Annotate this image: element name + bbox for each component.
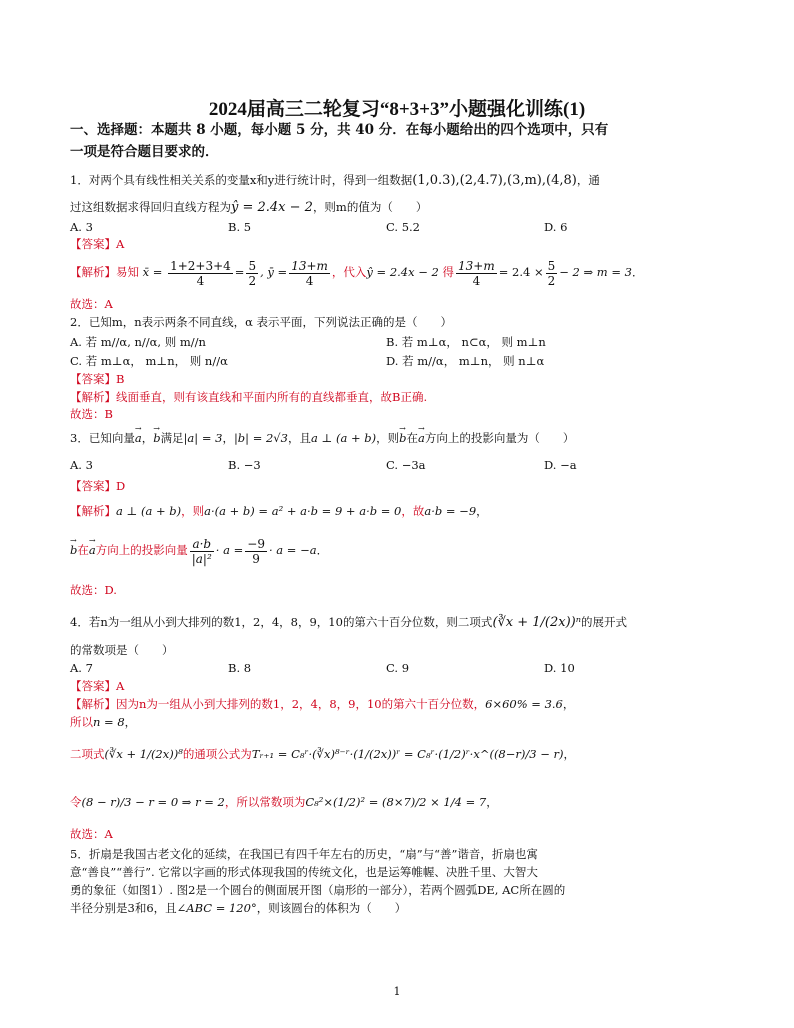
q5-l4-a: 半径分别是3和6，且 xyxy=(70,901,177,915)
q2-option-d: D. 若 m//α， m⊥n， 则 n⊥α xyxy=(386,354,545,368)
q3-text-b: ， xyxy=(141,431,154,445)
q3-option-a: A. 3 xyxy=(70,458,93,472)
q4-an4-tail: ， xyxy=(486,795,498,809)
q3-text-c: 满足 xyxy=(160,431,184,445)
q3-an11: ． xyxy=(316,543,329,557)
q1-frac4-bot: 4 xyxy=(472,273,481,288)
q1-stem-line2 xyxy=(70,199,724,216)
q1-answer: 【答案】A xyxy=(70,237,125,251)
q1-frac5 xyxy=(546,259,558,288)
q3-option-c: C. −3a xyxy=(386,458,426,472)
q3-text-a: 3．已知向量 xyxy=(70,431,135,445)
q3-cond3: a ⊥ (a + b) xyxy=(310,431,377,445)
q4-an4-mid: ，所以常数项为 xyxy=(224,795,306,809)
q1-text1: 1．对两个具有线性相关关系的变量x和y进行统计时，得到一组数据 xyxy=(70,173,413,187)
q3-text-g: 在 xyxy=(406,431,418,445)
q1-text1-tail: ，通 xyxy=(576,173,600,187)
q3-an6: ， xyxy=(476,504,488,518)
q4-an3-eq: Tᵣ₊₁ = C₈ʳ·(∛x)⁸⁻ʳ·(1/(2x))ʳ = C₈ʳ·(1/2)ʳ·x^((8−r)/3 − r) xyxy=(251,747,564,761)
q3-analysis-line2 xyxy=(70,532,724,568)
q4-option-b: B. 8 xyxy=(228,661,252,675)
q3-text-e: ，且 xyxy=(287,431,311,445)
q3-an-frac2 xyxy=(245,537,267,566)
q4-an3-tail: ， xyxy=(563,747,575,761)
q3-an-vec-b: → b xyxy=(70,532,77,568)
q4-stem-line2: 的常数项是（ ） xyxy=(70,643,174,657)
q1-analysis-c: 得 xyxy=(442,265,455,279)
q1-frac3-top: 13+m xyxy=(291,258,328,273)
q4-analysis-line2 xyxy=(70,714,724,730)
q1-analysis-label: 【解析】 xyxy=(70,265,116,279)
q4-an2-eq: n = 8 xyxy=(93,715,125,729)
q1-xbar: x̄ = xyxy=(142,265,163,279)
page-number: 1 xyxy=(393,985,401,998)
q3-answer: 【答案】D xyxy=(70,479,126,493)
q2-analysis-text: 线面垂直，则有该直线和平面内所有的直线都垂直，故B正确. xyxy=(116,390,428,404)
q3-option-d: D. −a xyxy=(544,458,577,472)
q3-vec-b: → b xyxy=(153,428,160,448)
q4-analysis-label: 【解析】 xyxy=(70,697,116,711)
q1-equation: ŷ = 2.4x − 2 xyxy=(231,200,313,215)
q1-frac4-top: 13+m xyxy=(458,258,495,273)
q5-l4-b: ，则该圆台的体积为（ ） xyxy=(256,901,407,915)
q3-an-vec-a: → a xyxy=(89,532,96,568)
q3-an10: · a = −a xyxy=(268,543,317,557)
q2-option-c: C. 若 m⊥α， m⊥n， 则 n//α xyxy=(70,354,228,368)
q3-an7: 在 xyxy=(77,543,89,557)
q4-analysis-line3 xyxy=(70,742,724,766)
q4-an4: 令 xyxy=(70,795,82,809)
q3-stem xyxy=(70,428,724,448)
q4-an3-mid: 的通项公式为 xyxy=(182,747,252,761)
q1-frac4 xyxy=(456,259,497,288)
q1-analysis-a: 易知 xyxy=(116,265,139,279)
q3-an3: a·(a + b) = a² + a·b = 9 + a·b = 0 xyxy=(204,504,402,518)
q1-stem-line1 xyxy=(70,172,724,189)
q4-option-d: D. 10 xyxy=(544,661,575,675)
q3-text-f: ，则 xyxy=(376,431,400,445)
q2-option-a: A. 若 m//α, n//α, 则 m//n xyxy=(70,335,206,349)
q5-l4-eq: ∠ABC = 120° xyxy=(176,901,257,915)
q3-an1: a ⊥ (a + b) xyxy=(116,504,182,518)
q1-end: ． xyxy=(631,265,644,279)
q3-option-b: B. −3 xyxy=(228,458,261,472)
q3-an-frac2-bot: 9 xyxy=(252,551,260,566)
q4-an4-eq2: C₈²×(1/2)² = (8×7)/2 × 1/4 = 7 xyxy=(305,795,487,809)
q1-option-a: A. 3 xyxy=(70,220,93,234)
q4-text-b: 的展开式 xyxy=(581,615,628,629)
q3-analysis-line1 xyxy=(70,502,724,520)
q4-stem-line1 xyxy=(70,612,724,633)
q1-analysis xyxy=(70,256,724,288)
q3-text-d: ， xyxy=(222,431,234,445)
q1-frac3-bot: 4 xyxy=(305,273,314,288)
q1-eq3: = 2.4 × xyxy=(498,265,544,279)
q4-option-a: A. 7 xyxy=(70,661,93,675)
q3-vec-b2: → b xyxy=(399,428,406,448)
q1-text2: 过这组数据求得回归直线方程为 xyxy=(70,200,231,214)
q4-an2-tail: ， xyxy=(124,715,137,729)
q3-vec-a: → a xyxy=(135,428,142,448)
q3-an4: ，故 xyxy=(401,504,425,518)
q3-an8: 方向上的投影向量 xyxy=(95,543,188,557)
q1-text2-tail: ，则m的值为（ ） xyxy=(312,200,428,214)
q2-answer: 【答案】B xyxy=(70,372,125,386)
q1-frac1 xyxy=(168,259,233,288)
q2-analysis-label: 【解析】 xyxy=(70,390,116,404)
q1-eq1-mid: = xyxy=(234,265,245,279)
q3-an-frac1 xyxy=(190,537,214,566)
q4-an1-eq: 6×60% = 3.6 xyxy=(485,697,563,711)
q3-an-frac1-top: a·b xyxy=(190,537,214,552)
q1-frac5-bot: 2 xyxy=(547,273,556,288)
q1-option-b: B. 5 xyxy=(228,220,252,234)
q1-frac5-top: 5 xyxy=(547,258,556,273)
q1-option-c: C. 5.2 xyxy=(386,220,420,234)
section-heading-line1: 一、选择题：本题共 8 小题，每小题 5 分，共 40 分．在每小题给出的四个选项中，只有 xyxy=(70,122,609,138)
q1-eq2: ŷ = 2.4x − 2 xyxy=(366,265,439,279)
q3-choice: 故选：D. xyxy=(70,583,117,597)
q4-text-a: 4．若n为一组从小到大排列的数1，2，4，8，9，10的第六十百分位数，则二项式 xyxy=(70,615,493,629)
q1-frac2-top: 5 xyxy=(248,258,257,273)
q3-text-h: 方向上的投影向量为（ ） xyxy=(424,431,575,445)
q4-an3-binom: (∛x + 1/(2x))⁸ xyxy=(104,747,183,761)
q4-an1: 因为n为一组从小到大排列的数1，2，4，8，9，10的第六十百分位数， xyxy=(116,697,486,711)
page-title: 2024届高三二轮复习“8+3+3”小题强化训练(1) xyxy=(208,99,586,120)
q1-eq4: − 2 ⇒ m = 3 xyxy=(559,265,632,279)
q1-analysis-b: ，代入 xyxy=(331,265,367,279)
q4-analysis-line4 xyxy=(70,790,724,814)
q3-an9: · a = xyxy=(215,543,244,557)
q3-an-frac1-bot: |a|² xyxy=(191,551,212,566)
q4-binom: (∛x + 1/(2x))ⁿ xyxy=(492,615,582,630)
q4-an3: 二项式 xyxy=(70,747,105,761)
q1-frac3 xyxy=(289,259,330,288)
q4-choice: 故选：A xyxy=(70,827,113,841)
q3-analysis-label: 【解析】 xyxy=(70,504,116,518)
section-heading-line2: 一项是符合题目要求的． xyxy=(70,144,219,160)
q5-line1: 5．折扇是我国古老文化的延续，在我国已有四千年左右的历史，“扇”与“善”谐音，折扇也寓 xyxy=(70,847,538,861)
q2-analysis xyxy=(70,389,724,405)
q1-option-d: D. 6 xyxy=(544,220,568,234)
q2-choice: 故选：B xyxy=(70,407,113,421)
q2-stem: 2．已知m，n表示两条不同直线，α 表示平面，下列说法正确的是（ ） xyxy=(70,315,453,329)
q1-choice: 故选：A xyxy=(70,297,113,311)
q1-data: (1,0.3),(2,4.7),(3,m),(4,8) xyxy=(412,173,577,188)
q5-line4 xyxy=(70,900,724,916)
q4-answer: 【答案】A xyxy=(70,679,125,693)
q3-an-frac2-top: −9 xyxy=(247,536,265,551)
q3-an2: ，则 xyxy=(181,504,205,518)
q1-ybar: , ȳ = xyxy=(260,265,288,279)
q5-line3: 勇的象征（如图1）. 图2是一个圆台的侧面展开图（扇形的一部分），若两个圆弧DE, AC所在圆的 xyxy=(70,883,566,897)
q4-an4-eq1: (8 − r)/3 − r = 0 ⇒ r = 2 xyxy=(81,795,225,809)
q1-frac1-top: 1+2+3+4 xyxy=(170,258,231,273)
q3-an5: a·b = −9 xyxy=(424,504,477,518)
q3-vec-a2: → a xyxy=(418,428,425,448)
q3-cond2: |b| = 2√3 xyxy=(233,431,288,445)
q3-cond1: |a| = 3 xyxy=(183,431,223,445)
q4-option-c: C. 9 xyxy=(386,661,410,675)
q4-an2: 所以 xyxy=(70,715,93,729)
q1-frac2 xyxy=(246,259,258,288)
q1-frac1-bot: 4 xyxy=(196,273,205,288)
q2-option-b: B. 若 m⊥α， n⊂α， 则 m⊥n xyxy=(386,335,546,349)
q4-analysis-line1 xyxy=(70,696,724,712)
q4-an1-tail: ， xyxy=(562,697,575,711)
q5-line2: 意“善良”“善行”. 它常以字画的形式体现我国的传统文化，也是运筹帷幄、决胜千里、大智大 xyxy=(70,865,538,879)
q1-frac2-bot: 2 xyxy=(248,273,257,288)
